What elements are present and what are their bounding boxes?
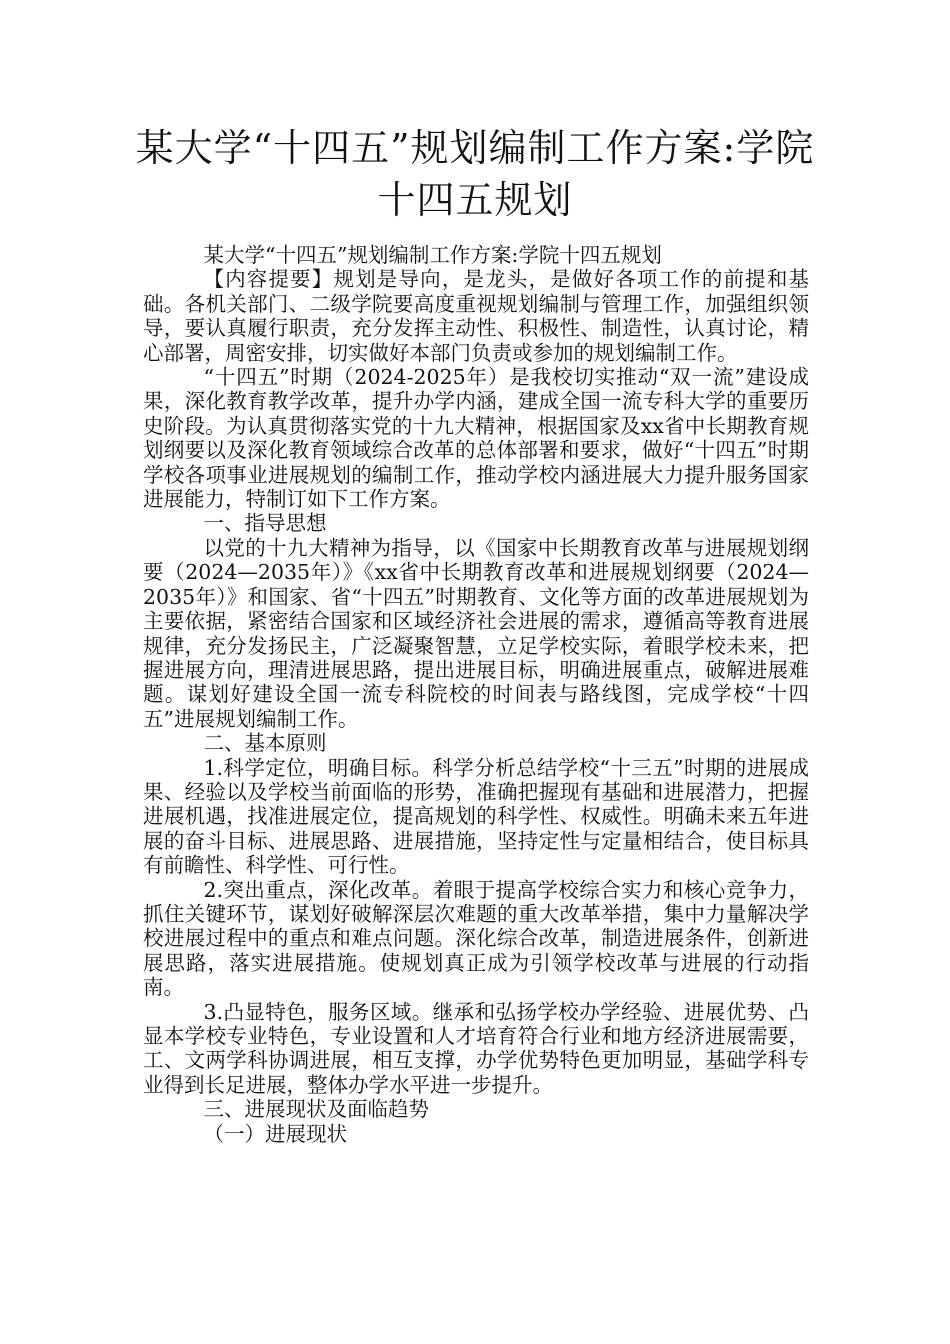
section-heading-guiding-thought: 一、指导思想 <box>203 511 327 536</box>
principle-1-paragraph: 1.科学定位，明确目标。科学分析总结学校“十三五”时期的进展成果、经验以及学校当前面临的形势，准确把握现有基础和进展潜力，把握进展机遇，找准进展定位，提高规划的科学性、权威性。明确未来五年进展的奋斗目标、进展思路、进展措施，坚持定性与定量相结合，使目标具有前瞻性、科学性、可行性。 <box>143 755 809 878</box>
subtitle-paragraph: 某大学“十四五”规划编制工作方案:学院十四五规划 <box>203 243 662 267</box>
section-heading-status-trends: 三、进展现状及面临趋势 <box>203 1097 429 1122</box>
guiding-thought-paragraph: 以党的十九大精神为指导，以《国家中长期教育改革与进展规划纲要（2024—2035年）》《xx省中长期教育改革和进展规划纲要（2024—2035年）》和国家、省“十四五”时期教育、文化等方面的改革进展规划为主要依据，紧密结合国家和区域经济社会进展的需求，遵循高等教育进展规律，充分发扬民主，广泛凝聚智慧，立足学校实际，着眼学校未来，把握进展方向，理清进展思路，提出进展目标，明确进展重点，破解进展难题。谋划好建设全国一流专科院校的时间表与路线图，完成学校“十四五”进展规划编制工作。 <box>143 535 809 731</box>
summary-paragraph: 【内容提要】规划是导向，是龙头，是做好各项工作的前提和基础。各机关部门、二级学院要高度重视规划编制与管理工作，加强组织领导，要认真履行职责，充分发挥主动性、积极性、制造性，认真讨论，精心部署，周密安排，切实做好本部门负责或参加的规划编制工作。 <box>143 267 809 365</box>
document-title-line1: 某大学“十四五”规划编制工作方案:学院 <box>135 126 815 170</box>
principle-2-paragraph: 2.突出重点，深化改革。着眼于提高学校综合实力和核心竞争力，抓住关键环节，谋划好破解深层次难题的重大改革举措，集中力量解决学校进展过程中的重点和难点问题。深化综合改革，制造进展条件，创新进展思路，落实进展措施。使规划真正成为引领学校改革与进展的行动指南。 <box>143 877 809 1000</box>
document-title-line2: 十四五规划 <box>377 178 573 222</box>
principle-3-paragraph: 3.凸显特色，服务区域。继承和弘扬学校办学经验、进展优势、凸显本学校专业特色，专业设置和人才培育符合行业和地方经济进展需要，工、文两学科协调进展，相互支撑，办学优势特色更加明显，基础学科专业得到长足进展，整体办学水平进一步提升。 <box>143 999 809 1097</box>
intro-paragraph: “十四五”时期（2024-2025年）是我校切实推动“双一流”建设成果，深化教育教学改革，提升办学内涵，建成全国一流专科大学的重要历史阶段。为认真贯彻落实党的十九大精神，根据国家及xx省中长期教育规划纲要以及深化教育领域综合改革的总体部署和要求，做好“十四五”时期学校各项事业进展规划的编制工作，推动学校内涵进展大力提升服务国家进展能力，特制订如下工作方案。 <box>143 365 809 512</box>
section-heading-basic-principles: 二、基本原则 <box>203 731 327 756</box>
document-body <box>143 243 809 1146</box>
subsection-heading-status: （一）进展现状 <box>203 1121 347 1146</box>
